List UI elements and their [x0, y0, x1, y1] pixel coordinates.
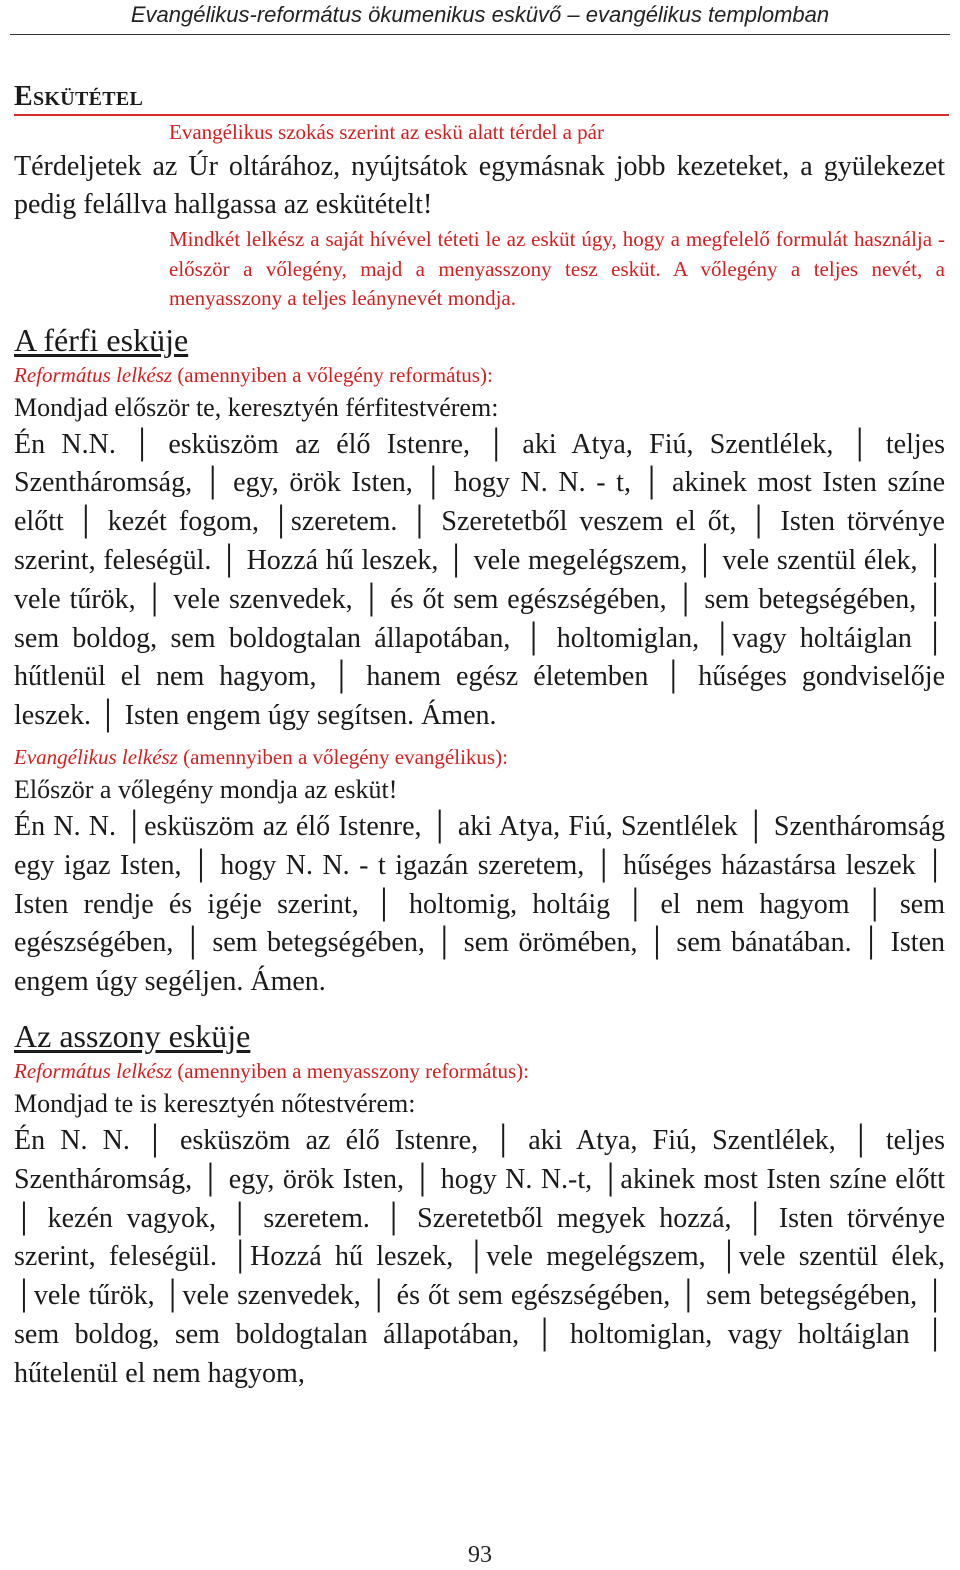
reformed-pastor-rubric-man	[14, 360, 945, 390]
role-condition: (amennyiben a vőlegény református):	[172, 362, 493, 387]
page-number: 93	[468, 1542, 492, 1568]
rubric-kneel-note: Evangélikus szokás szerint az eskü alatt térdel a pár	[169, 120, 604, 144]
role-name: Református lelkész	[14, 1058, 173, 1083]
running-header: Evangélikus-református ökumenikus esküvő – evangélikus templomban	[10, 0, 950, 35]
role-name: Református lelkész	[14, 362, 173, 387]
page-content	[14, 118, 945, 1394]
man-lutheran-intro: Először a vőlegény mondja az esküt!	[14, 774, 398, 804]
woman-reformed-intro: Mondjad te is keresztyén nőtestvérem:	[14, 1088, 416, 1118]
role-condition: (amennyiben a menyasszony református):	[172, 1058, 529, 1083]
man-reformed-intro: Mondjad először te, keresztyén férfitestvérem:	[14, 392, 499, 422]
man-oath-heading: A férfi esküje	[14, 321, 189, 358]
role-condition: (amennyiben a vőlegény evangélikus):	[177, 744, 508, 769]
lutheran-pastor-rubric-man	[14, 742, 945, 772]
rubric-procedure-note: Mindkét lelkész a saját hívével téteti le az esküt úgy, hogy a megfelelő formulát használja - először a vőlegény, majd a menyasszony tesz esküt. A vőlegény a teljes nevét, a menyasszony a teljes leánynevét mondja.	[169, 227, 945, 311]
woman-reformed-oath-text: Én N. N. │ esküszöm az élő Istenre, │ aki Atya, Fiú, Szentlélek, │ teljes Szentháromság, │ egy, örök Isten, │ hogy N. N.-t, │akinek most Isten színe előtt │ kezén vagyok, │ szeretem. │ Szeretetből megyek hozzá, │ Isten törvénye szerint, feleségül. │Hozzá hű leszek, │vele megelégszem, │vele szentül élek, │vele tűrök, │vele szenvedek, │ és őt sem egészségében, │ sem betegségében, │ sem boldog, sem boldogtalan állapotában, │ holtomiglan, vagy holtáiglan │ hűtelenül el nem hagyom,	[14, 1124, 945, 1389]
reformed-pastor-rubric-woman	[14, 1056, 945, 1086]
man-reformed-oath-text: Én N.N. │ esküszöm az élő Istenre, │ aki Atya, Fiú, Szentlélek, │ teljes Szentháromság, │ egy, örök Isten, │ hogy N. N. - t, │ akinek most Isten színe előtt │ kezét fogom, │szeretem. │ Szeretetből veszem el őt, │ Isten törvénye szerint, feleségül. │ Hozzá hű leszek, │ vele megelégszem, │ vele szentül élek, │ vele tűrök, │ vele szenvedek, │ és őt sem egészségében, │ sem betegségében, │ sem boldog, sem boldogtalan állapotában, │ holtomiglan, │vagy holtáiglan │ hűtlenül el nem hagyom, │ hanem egész életemben │ hűséges gondviselője leszek. │ Isten engem úgy segítsen. Ámen.	[14, 428, 945, 732]
woman-oath-heading: Az asszony esküje	[14, 1017, 251, 1054]
man-lutheran-oath-text: Én N. N. │esküszöm az élő Istenre, │ aki Atya, Fiú, Szentlélek │ Szentháromság egy igaz Isten, │ hogy N. N. - t igazán szeretem, │ hűséges házastársa leszek │ Isten rendje és igéje szerint, │ holtomig, holtáig │ el nem hagyom │ sem egészségében, │ sem betegségében, │ sem örömében, │ sem bánatában. │ Isten engem úgy segéljen. Ámen.	[14, 810, 945, 998]
role-name: Evangélikus lelkész	[14, 744, 178, 769]
call-to-kneel: Térdeljetek az Úr oltárához, nyújtsátok egymásnak jobb kezeteket, a gyülekezet pedig felállva hallgassa az eskütételt!	[14, 150, 945, 221]
section-title: Eskütétel	[14, 80, 949, 116]
